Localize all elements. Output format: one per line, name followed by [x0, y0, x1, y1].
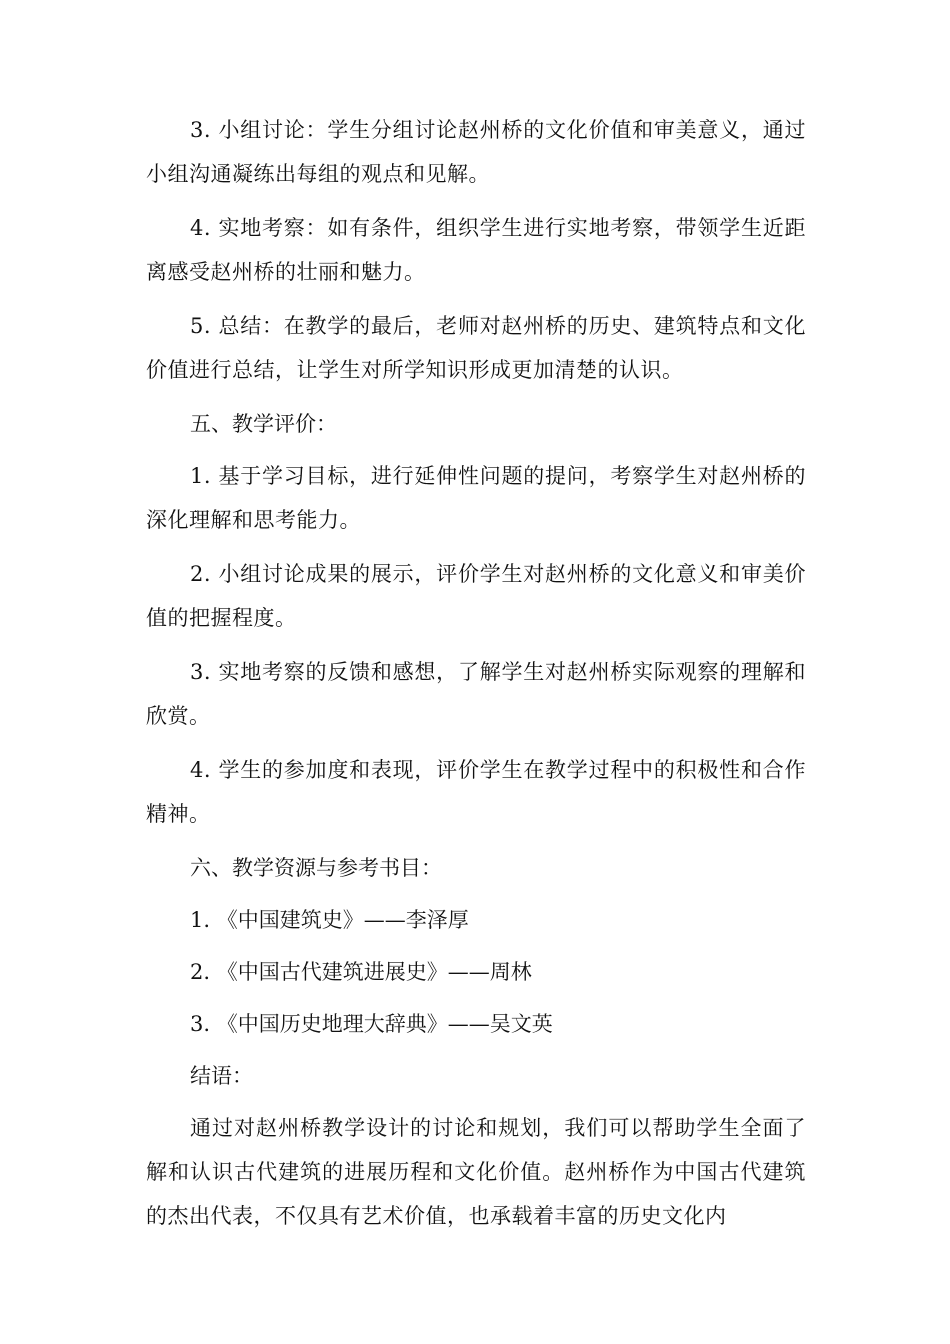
paragraph-step-3-group-discussion: 3. 小组讨论：学生分组讨论赵州桥的文化价值和审美意义，通过小组沟通凝练出每组的观点和见解。 — [146, 118, 806, 186]
reference-item-2: 2. 《中国古代建筑进展史》——周林 — [190, 960, 532, 984]
reference-item-3: 3. 《中国历史地理大辞典》——吴文英 — [190, 1012, 553, 1036]
paragraph-evaluation-4: 4. 学生的参加度和表现，评价学生在教学过程中的积极性和合作精神。 — [146, 758, 806, 826]
paragraph-evaluation-2: 2. 小组讨论成果的展示，评价学生对赵州桥的文化意义和审美价值的把握程度。 — [146, 562, 806, 630]
reference-item-1: 1. 《中国建筑史》——李泽厚 — [190, 908, 469, 932]
paragraph-evaluation-1: 1. 基于学习目标，进行延伸性问题的提问，考察学生对赵州桥的深化理解和思考能力。 — [146, 464, 806, 532]
paragraph-evaluation-3: 3. 实地考察的反馈和感想，了解学生对赵州桥实际观察的理解和欣赏。 — [146, 660, 806, 728]
section-heading-resources: 六、教学资源与参考书目： — [190, 856, 442, 880]
section-heading-conclusion: 结语： — [190, 1064, 253, 1088]
paragraph-step-5-summary: 5. 总结：在教学的最后，老师对赵州桥的历史、建筑特点和文化价值进行总结，让学生对所学知识形成更加清楚的认识。 — [146, 314, 806, 382]
section-heading-evaluation: 五、教学评价： — [190, 412, 337, 436]
paragraph-step-4-field-trip: 4. 实地考察：如有条件，组织学生进行实地考察，带领学生近距离感受赵州桥的壮丽和魅力。 — [146, 216, 806, 284]
paragraph-conclusion: 通过对赵州桥教学设计的讨论和规划，我们可以帮助学生全面了解和认识古代建筑的进展历程和文化价值。赵州桥作为中国古代建筑的杰出代表，不仅具有艺术价值，也承载着丰富的历史文化内 — [146, 1116, 806, 1228]
document-body — [146, 108, 806, 1248]
